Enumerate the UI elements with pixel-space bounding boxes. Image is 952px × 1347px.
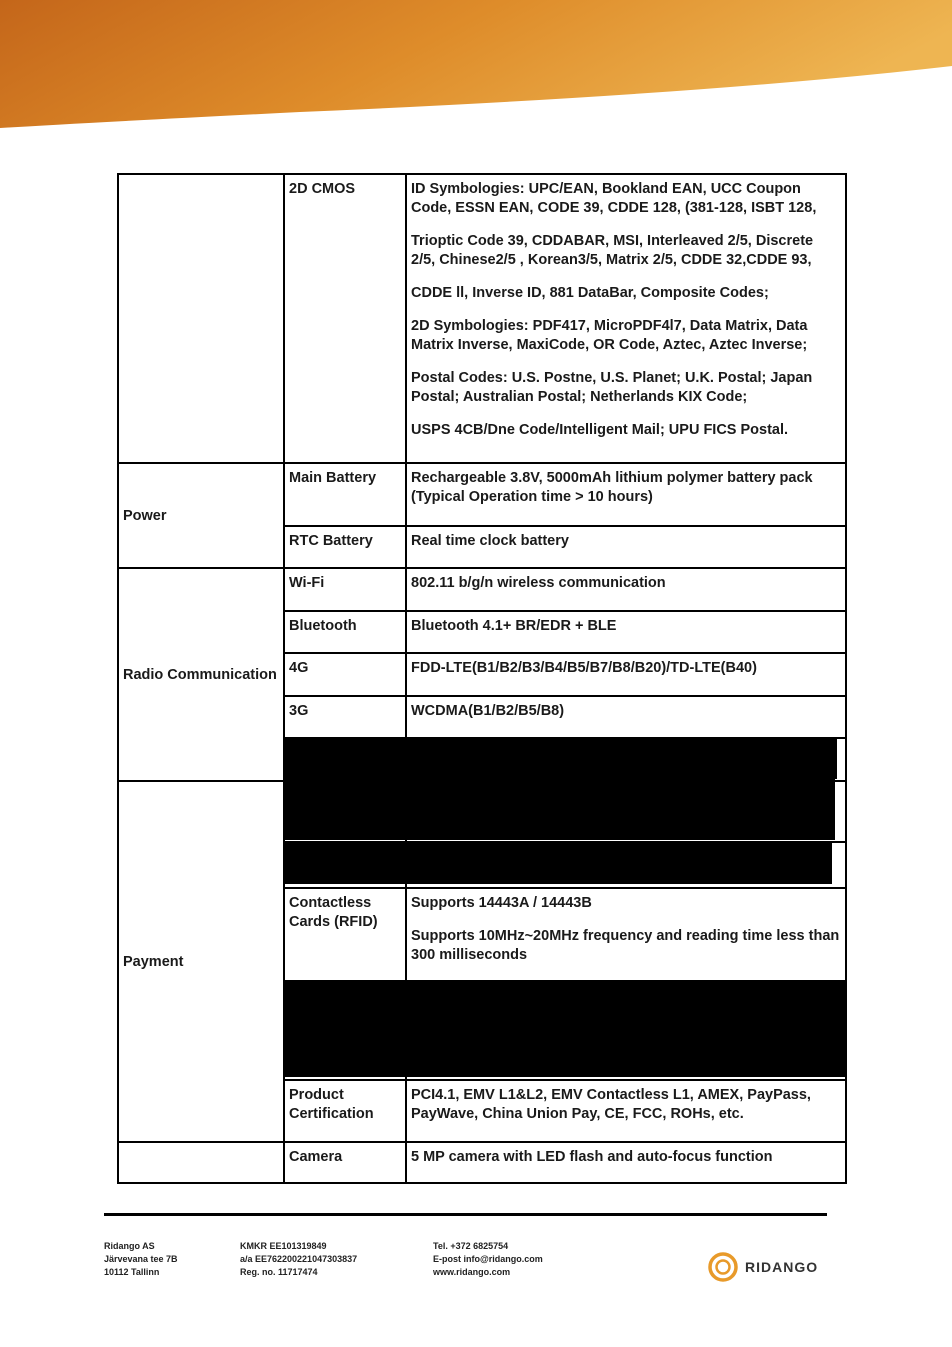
spec-value: Rechargeable 3.8V, 5000mAh lithium polymer battery pack (Typical Operation time > 10 hours) bbox=[406, 463, 846, 526]
table-row-scanner bbox=[118, 174, 846, 463]
spec-value: 5 MP camera with LED flash and auto-focus function bbox=[406, 1142, 846, 1183]
spec-value: FDD-LTE(B1/B2/B3/B4/B5/B7/B8/B20)/TD-LTE(B40) bbox=[406, 653, 846, 696]
company-city: 10112 Tallinn bbox=[104, 1267, 160, 1277]
component-label: 4G bbox=[284, 653, 406, 696]
spec-value: Bluetooth 4.1+ BR/EDR + BLE bbox=[406, 611, 846, 653]
component-label: Product Certification bbox=[284, 1080, 406, 1142]
footer-company bbox=[104, 1240, 178, 1279]
footer-registration bbox=[240, 1240, 357, 1279]
vat-number: KMKR EE101319849 bbox=[240, 1241, 327, 1251]
spec-value: Real time clock battery bbox=[406, 526, 846, 568]
component-label: Camera bbox=[284, 1142, 406, 1183]
redaction-block bbox=[285, 980, 845, 1077]
banner-shape bbox=[0, 0, 952, 128]
component-label: 2D CMOS bbox=[284, 174, 406, 463]
table-row-camera bbox=[118, 1142, 846, 1183]
spec-value: WCDMA(B1/B2/B5/B8) bbox=[406, 696, 846, 738]
spec-value: PCI4.1, EMV L1&L2, EMV Contactless L1, AMEX, PayPass, PayWave, China Union Pay, CE, FCC, ROHs, etc. bbox=[406, 1080, 846, 1142]
category-cell-empty bbox=[118, 1142, 284, 1183]
spec-value-symbologies: ID Symbologies: UPC/EAN, Bookland EAN, UCC Coupon Code, ESSN EAN, CODE 39, CDDE 128, (381-128, ISBT 128, Trioptic Code 39, CDDABAR, MSI, Interleaved 2/5, Discrete 2/5, Chinese2/5 , Korean3/5, Matrix 2/5, CDDE 32,CDDE 93, CDDE ll, Inverse ID, 881 DataBar, Composite Codes; 2D Symbologies: PDF417, MicroPDF4l7, Data Matrix, Data Matrix Inverse, MaxiCode, OR Code, Aztec, Aztec Inverse; Postal Codes: U.S. Postne, U.S. Planet; U.K. Postal; Japan Postal; Australian Postal; Netherlands KIX Code; USPS 4CB/Dne Code/Intelligent Mail; UPU FICS Postal. bbox=[406, 174, 846, 463]
ridango-logo bbox=[707, 1251, 818, 1283]
phone: Tel. +372 6825754 bbox=[433, 1241, 509, 1251]
email[interactable]: E-post info@ridango.com bbox=[433, 1254, 543, 1264]
registry-code: Reg. no. 11717474 bbox=[240, 1267, 318, 1277]
logo-text: RIDANGO bbox=[745, 1259, 819, 1275]
component-label: 3G bbox=[284, 696, 406, 738]
component-label: Bluetooth bbox=[284, 611, 406, 653]
component-label: Wi-Fi bbox=[284, 568, 406, 611]
redaction-block bbox=[285, 842, 832, 884]
spec-value-contactless: Supports 14443A / 14443B Supports 10MHz~20MHz frequency and reading time less than 300 milliseconds bbox=[406, 888, 846, 981]
website[interactable]: www.ridango.com bbox=[433, 1267, 511, 1277]
table-row-main-battery bbox=[118, 463, 846, 526]
redaction-block bbox=[285, 737, 837, 779]
spec-value: 802.11 b/g/n wireless communication bbox=[406, 568, 846, 611]
category-payment: Payment bbox=[118, 781, 284, 1142]
footer-contact bbox=[433, 1240, 543, 1279]
component-label: Contactless Cards (RFID) bbox=[284, 888, 406, 981]
category-radio: Radio Communication bbox=[118, 568, 284, 781]
redaction-block bbox=[285, 779, 835, 840]
logo-ring-icon bbox=[707, 1251, 739, 1283]
component-label: Main Battery bbox=[284, 463, 406, 526]
component-label: RTC Battery bbox=[284, 526, 406, 568]
header-banner bbox=[0, 0, 952, 140]
company-address: Järvevana tee 7B bbox=[104, 1254, 178, 1264]
company-name: Ridango AS bbox=[104, 1241, 155, 1251]
table-row-wifi bbox=[118, 568, 846, 611]
bank-account: a/a EE762200221047303837 bbox=[240, 1254, 358, 1264]
category-power: Power bbox=[118, 463, 284, 568]
category-cell-empty bbox=[118, 174, 284, 463]
footer-divider bbox=[104, 1213, 827, 1216]
